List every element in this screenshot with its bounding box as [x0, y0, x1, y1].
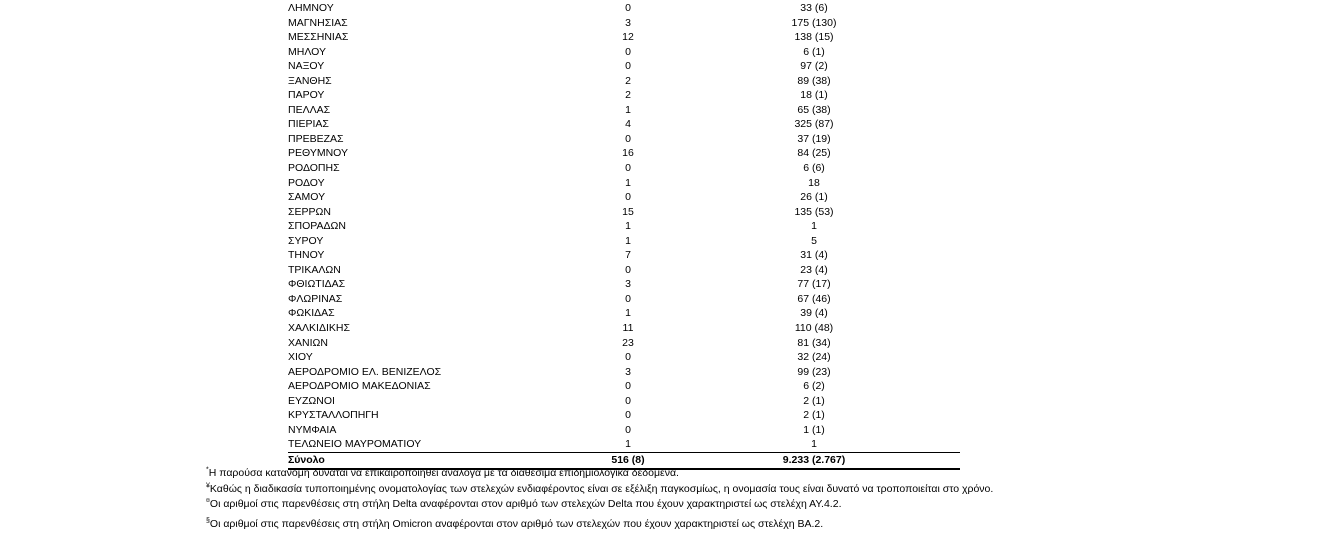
region-name-cell: ΤΡΙΚΑΛΩΝ — [288, 263, 341, 276]
table-row — [288, 176, 960, 191]
region-name-cell: ΧΑΝΙΩΝ — [288, 336, 328, 349]
footnote-mark: § — [206, 517, 210, 524]
table-row — [288, 30, 960, 45]
footnote-text: Η παρούσα κατανομή δύναται να επικαιροποιηθεί ανάλογα με τα διαθέσιμα επιδημιολογικά δεδομένα. — [208, 467, 679, 479]
footnote — [206, 497, 993, 513]
region-name-cell: ΑΕΡΟΔΡΟΜΙΟ ΕΛ. ΒΕΝΙΖΕΛΟΣ — [288, 365, 442, 378]
region-name-cell: ΑΕΡΟΔΡΟΜΙΟ ΜΑΚΕΔΟΝΙΑΣ — [288, 380, 431, 393]
region-name-cell: ΣΑΜΟΥ — [288, 191, 326, 204]
delta-count-cell: 84 (25) — [797, 147, 831, 160]
region-name-cell: ΜΕΣΣΗΝΙΑΣ — [288, 31, 349, 44]
delta-count-cell: 32 (24) — [797, 351, 831, 364]
region-name-cell: ΠΡΕΒΕΖΑΣ — [288, 132, 344, 145]
table-row — [288, 103, 960, 118]
total-delta-count: 9.233 (2.767) — [668, 452, 960, 468]
delta-count-cell: 135 (53) — [794, 205, 834, 218]
total-omicron-count: 516 (8) — [588, 452, 668, 468]
region-name-cell: ΧΑΛΚΙΔΙΚΗΣ — [288, 322, 350, 335]
table-row — [288, 263, 960, 278]
omicron-count-cell: 16 — [622, 147, 634, 160]
delta-count-cell: 1 — [811, 220, 817, 233]
omicron-count-cell: 0 — [625, 380, 631, 393]
region-name-cell: ΦΛΩΡΙΝΑΣ — [288, 292, 343, 305]
omicron-count-cell: 0 — [625, 132, 631, 145]
table-row — [288, 205, 960, 220]
table-row — [288, 394, 960, 409]
delta-count-cell: 325 (87) — [794, 118, 834, 131]
region-name-cell: ΡΕΘΥΜΝΟΥ — [288, 147, 349, 160]
delta-count-cell: 89 (38) — [797, 74, 831, 87]
omicron-count-cell: 12 — [622, 31, 634, 44]
omicron-count-cell: 1 — [625, 103, 631, 116]
table-row — [288, 190, 960, 205]
delta-count-cell: 1 — [811, 438, 817, 451]
table-row — [288, 423, 960, 438]
region-name-cell: ΞΑΝΘΗΣ — [288, 74, 332, 87]
footnote-text: Οι αριθμοί στις παρενθέσεις στη στήλη Omicron αναφέρονται στον αριθμό των στελεχών που έχουν χαρακτηριστεί ως στελέχη ΒΑ.2. — [209, 517, 824, 530]
footnote — [206, 466, 993, 482]
delta-count-cell: 138 (15) — [794, 31, 834, 44]
omicron-count-cell: 2 — [625, 89, 631, 102]
omicron-count-cell: 2 — [625, 74, 631, 87]
region-name-cell: ΜΗΛΟΥ — [288, 45, 326, 58]
omicron-count-cell: 0 — [625, 292, 631, 305]
table-row — [288, 219, 960, 234]
omicron-count-cell: 0 — [625, 45, 631, 58]
table-row — [288, 16, 960, 31]
table-row — [288, 277, 960, 292]
delta-count-cell: 2 (1) — [803, 409, 825, 422]
region-name-cell: ΤΗΝΟΥ — [288, 249, 325, 262]
total-label: Σύνολο — [288, 452, 588, 468]
delta-count-cell: 31 (4) — [800, 249, 828, 262]
delta-count-cell: 67 (46) — [797, 292, 831, 305]
region-name-cell: ΦΩΚΙΔΑΣ — [288, 307, 335, 320]
omicron-count-cell: 3 — [625, 365, 631, 378]
delta-count-cell: 5 — [811, 234, 817, 247]
footnote-text: Καθώς η διαδικασία τυποποιημένης ονοματολογίας των στελεχών ενδιαφέροντος είναι σε εξέλιξη παγκοσμίως, η ονομασία τους είναι δυνατό να τροποποιείται στο χρόνο. — [209, 482, 994, 495]
footnotes — [206, 466, 993, 532]
region-name-cell: ΠΕΛΛΑΣ — [288, 103, 331, 116]
region-name-cell: ΛΗΜΝΟΥ — [288, 2, 334, 14]
table-row — [288, 161, 960, 176]
footnote-mark: ¤ — [206, 497, 210, 505]
delta-count-cell: 97 (2) — [800, 60, 828, 73]
omicron-count-cell: 3 — [625, 278, 631, 291]
omicron-count-cell: 1 — [625, 438, 631, 451]
omicron-count-cell: 4 — [625, 118, 631, 131]
omicron-count-cell: 0 — [625, 351, 631, 364]
omicron-count-cell: 0 — [625, 191, 631, 204]
region-name-cell: ΣΕΡΡΩΝ — [288, 205, 331, 218]
region-name-cell: ΤΕΛΩΝΕΙΟ ΜΑΥΡΟΜΑΤΙΟΥ — [288, 438, 422, 451]
table-row — [288, 321, 960, 336]
table-row — [288, 379, 960, 394]
delta-count-cell: 2 (1) — [803, 394, 825, 407]
table-row — [288, 437, 960, 452]
delta-count-cell: 6 (2) — [803, 380, 825, 393]
delta-count-cell: 65 (38) — [797, 103, 831, 116]
omicron-count-cell: 0 — [625, 60, 631, 73]
omicron-count-cell: 0 — [625, 409, 631, 422]
omicron-count-cell: 0 — [625, 263, 631, 276]
table-body — [288, 1, 960, 469]
table-row — [288, 248, 960, 263]
delta-count-cell: 39 (4) — [800, 307, 828, 320]
table-row — [288, 74, 960, 89]
omicron-count-cell: 11 — [622, 322, 634, 335]
footnote — [206, 517, 993, 533]
omicron-count-cell: 15 — [622, 205, 634, 218]
region-name-cell: ΝΥΜΦΑΙΑ — [288, 423, 337, 436]
footnote — [206, 482, 993, 498]
omicron-count-cell: 1 — [625, 176, 631, 189]
footnote-text: Οι αριθμοί στις παρενθέσεις στη στήλη Delta αναφέρονται στον αριθμό των στελεχών Delta που έχουν χαρακτηριστεί ως στελέχη ΑΥ.4.2. — [209, 498, 842, 510]
table-row — [288, 365, 960, 380]
table-row — [288, 408, 960, 423]
omicron-count-cell: 7 — [625, 249, 631, 262]
region-name-cell: ΠΑΡΟΥ — [288, 89, 325, 102]
delta-count-cell: 33 (6) — [800, 2, 828, 14]
table-row — [288, 336, 960, 351]
delta-count-cell: 37 (19) — [797, 132, 831, 145]
table-row — [288, 146, 960, 161]
region-name-cell: ΦΘΙΩΤΙΔΑΣ — [288, 278, 346, 291]
omicron-count-cell: 1 — [625, 307, 631, 320]
region-name-cell: ΚΡΥΣΤΑΛΛΟΠΗΓΗ — [288, 409, 379, 422]
omicron-count-cell: 1 — [625, 234, 631, 247]
delta-count-cell: 18 (1) — [800, 89, 828, 102]
delta-count-cell: 1 (1) — [803, 423, 825, 436]
delta-count-cell: 18 — [808, 176, 820, 189]
footnote-mark: ¥ — [206, 482, 210, 489]
omicron-count-cell: 23 — [622, 336, 634, 349]
table-row — [288, 132, 960, 147]
region-name-cell: ΣΠΟΡΑΔΩΝ — [288, 220, 346, 233]
table-row — [288, 117, 960, 132]
table-row — [288, 292, 960, 307]
omicron-count-cell: 0 — [625, 162, 631, 175]
region-name-cell: ΡΟΔΟΠΗΣ — [288, 162, 340, 175]
delta-count-cell: 110 (48) — [794, 322, 834, 335]
delta-count-cell: 77 (17) — [797, 278, 831, 291]
table-row — [288, 45, 960, 60]
delta-count-cell: 23 (4) — [800, 263, 828, 276]
table-row — [288, 234, 960, 249]
region-name-cell: ΣΥΡΟΥ — [288, 234, 324, 247]
table-row — [288, 59, 960, 74]
footnote-mark: * — [206, 466, 209, 474]
region-name-cell: ΝΑΞΟΥ — [288, 60, 325, 73]
delta-count-cell: 26 (1) — [800, 191, 828, 204]
delta-count-cell: 175 (130) — [791, 16, 837, 29]
omicron-count-cell: 3 — [625, 16, 631, 29]
regional-variants-table — [288, 1, 960, 470]
delta-count-cell: 6 (1) — [803, 45, 825, 58]
region-name-cell: ΡΟΔΟΥ — [288, 176, 325, 189]
table-row — [288, 1, 960, 16]
delta-count-cell: 99 (23) — [797, 365, 831, 378]
region-name-cell: ΠΙΕΡΙΑΣ — [288, 118, 329, 131]
region-name-cell: ΧΙΟΥ — [288, 351, 313, 364]
delta-count-cell: 6 (6) — [803, 162, 825, 175]
omicron-count-cell: 0 — [625, 394, 631, 407]
table-row — [288, 350, 960, 365]
omicron-count-cell: 0 — [625, 2, 631, 14]
omicron-count-cell: 0 — [625, 423, 631, 436]
region-name-cell: ΜΑΓΝΗΣΙΑΣ — [288, 16, 348, 29]
table-row — [288, 88, 960, 103]
region-name-cell: ΕΥΖΩΝΟΙ — [288, 394, 335, 407]
delta-count-cell: 81 (34) — [797, 336, 831, 349]
omicron-count-cell: 1 — [625, 220, 631, 233]
table-row — [288, 306, 960, 321]
